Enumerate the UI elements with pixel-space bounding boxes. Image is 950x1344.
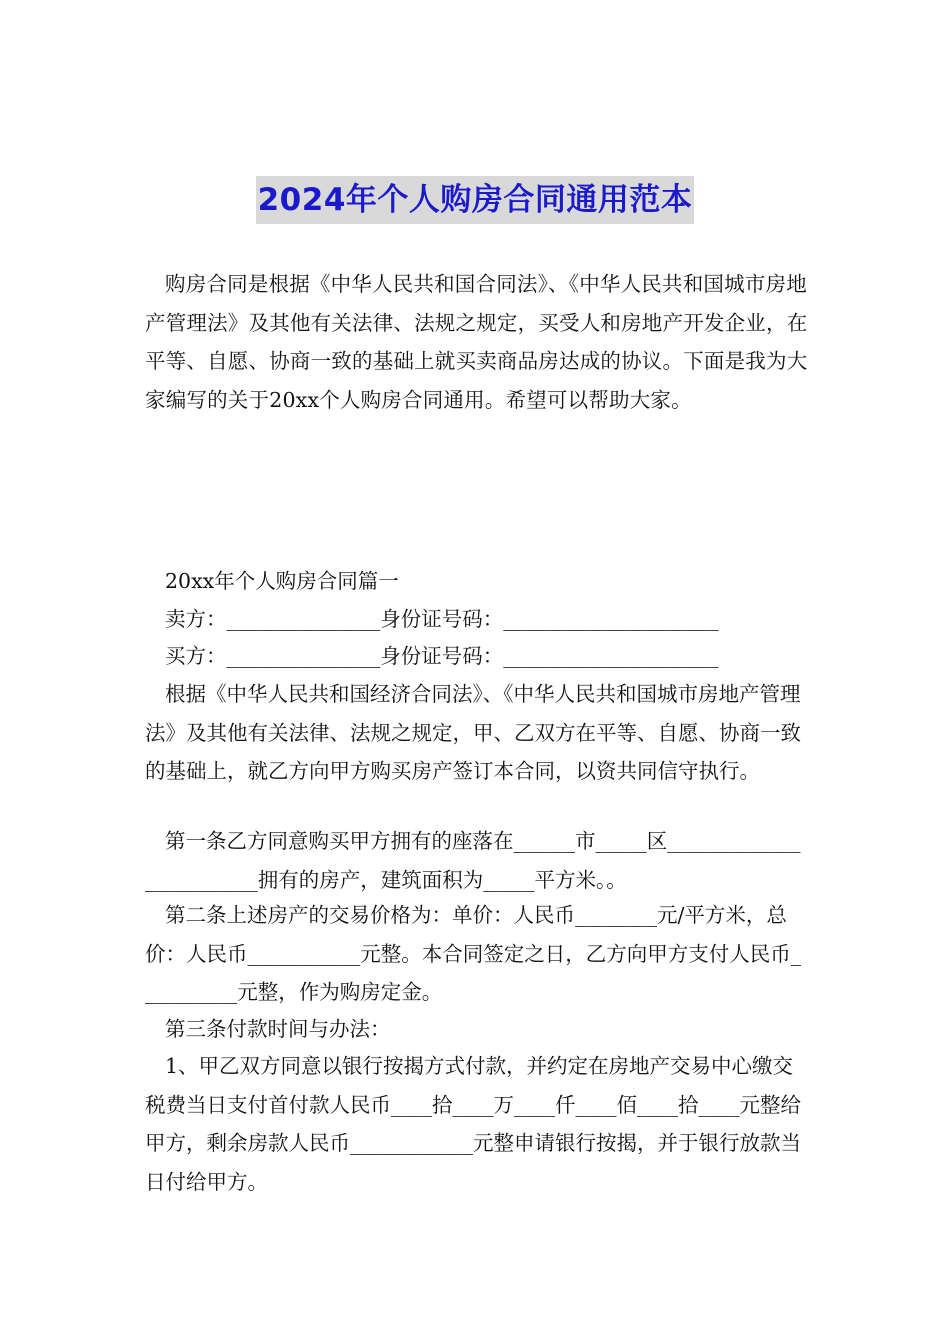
article-3-heading: 第三条付款时间与办法：: [165, 1017, 391, 1041]
article-1-paragraph: 第一条乙方同意购买甲方拥有的座落在______市_____区________________________拥有的房产，建筑面积为_____平方米。。: [145, 829, 801, 892]
title-container: [0, 176, 950, 224]
seller-line: 卖方：_______________身份证号码：_____________________: [165, 607, 719, 631]
intro-paragraph: 购房合同是根据《中华人民共和国合同法》、《中华人民共和国城市房地产管理法》及其他有关法律、法规之规定，买受人和房地产开发企业，在平等、自愿、协商一致的基础上就买卖商品房达成的协议。下面是我为大家编写的关于20xx个人购房合同通用。希望可以帮助大家。: [145, 272, 808, 412]
document-title: 2024年个人购房合同通用范本: [256, 176, 695, 224]
buyer-line: 买方：_______________身份证号码：_____________________: [165, 644, 719, 668]
section-heading: 20xx年个人购房合同篇一: [165, 569, 399, 593]
payment-item-1: 1、甲乙双方同意以银行按揭方式付款，并约定在房地产交易中心缴交税费当日支付首付款人民币____拾____万____仟____佰____拾____元整给甲方，剩余房款人民币____________元整申请银行按揭，并于银行放款当日付给甲方。: [145, 1054, 801, 1194]
basis-paragraph: 根据《中华人民共和国经济合同法》、《中华人民共和国城市房地产管理法》及其他有关法律、法规之规定，甲、乙双方在平等、自愿、协商一致的基础上，就乙方向甲方购买房产签订本合同，以资共同信守执行。: [145, 682, 801, 783]
article-2-paragraph: 第二条上述房产的交易价格为：单价：人民币________元/平方米，总价：人民币___________元整。本合同签定之日，乙方向甲方支付人民币__________元整，作为购房定金。: [145, 903, 801, 1004]
